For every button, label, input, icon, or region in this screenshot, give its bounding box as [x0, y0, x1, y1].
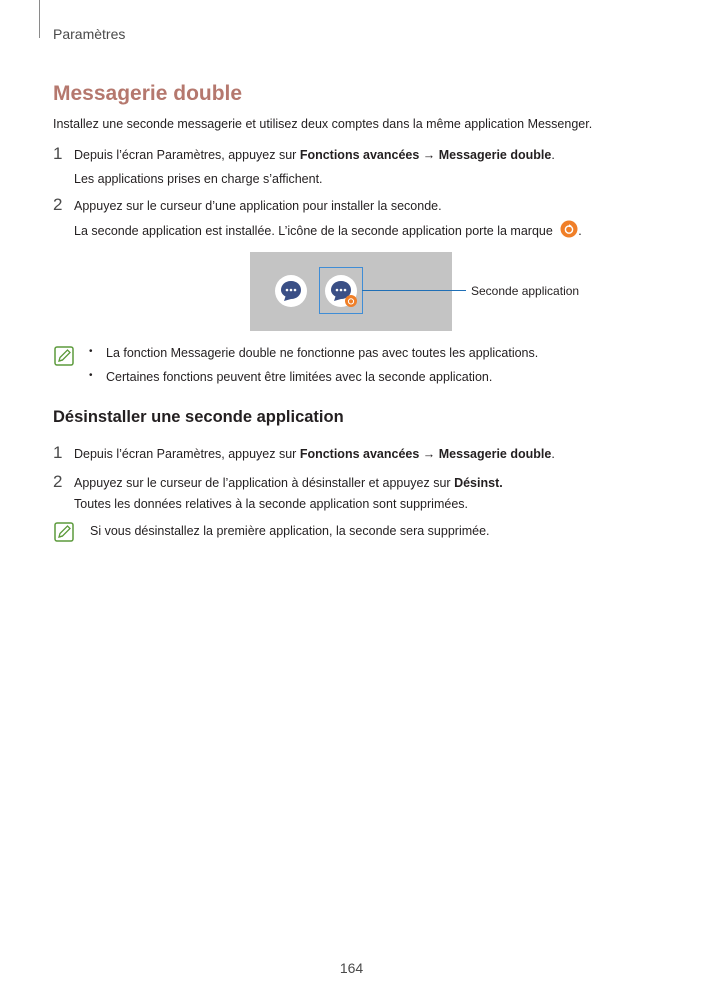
note-icon	[54, 346, 74, 366]
step-text: Depuis l’écran Paramètres, appuyez sur	[74, 447, 300, 461]
step-result-end: .	[578, 224, 582, 238]
note-icon	[54, 522, 74, 542]
intro-paragraph: Installez une seconde messagerie et utilisez deux comptes dans la même application Messenger.	[53, 117, 593, 131]
step-number: 2	[53, 472, 63, 491]
step-text: Appuyez sur le curseur de l’application à désinstaller et appuyez sur	[74, 476, 455, 490]
step-text: Depuis l’écran Paramètres, appuyez sur	[74, 148, 300, 162]
bullet: •	[89, 346, 93, 357]
section-heading: Désinstaller une seconde application	[53, 408, 344, 426]
menu-path-dual-messenger: Messagerie double	[438, 148, 552, 162]
install-step-2-result	[74, 220, 582, 238]
screenshot-figure	[250, 252, 452, 331]
arrow: →	[419, 148, 439, 162]
install-step-2: Appuyez sur le curseur d’une application pour installer la seconde.	[74, 199, 442, 213]
page-number: 164	[339, 960, 364, 976]
dual-app-badge-icon	[560, 220, 578, 238]
uninstall-note: Si vous désinstallez la première application, la seconde sera supprimée.	[90, 524, 490, 538]
uninstall-step-2-result: Toutes les données relatives à la seconde application sont supprimées.	[74, 497, 468, 511]
uninstall-step-2	[74, 476, 503, 490]
note-item: La fonction Messagerie double ne fonctionne pas avec toutes les applications.	[106, 346, 539, 360]
step-number: 1	[53, 144, 63, 163]
menu-path-advanced: Fonctions avancées	[299, 148, 420, 162]
callout-label: Seconde application	[471, 284, 580, 298]
uninstall-button-label: Désinst.	[454, 476, 503, 490]
callout-line	[362, 290, 466, 291]
step-text-end: .	[551, 447, 555, 461]
install-step-1	[74, 148, 555, 162]
bullet: •	[89, 370, 93, 381]
install-step-1-result: Les applications prises en charge s’affichent.	[74, 172, 323, 186]
arrow: →	[419, 447, 439, 461]
running-header: Paramètres	[53, 26, 126, 42]
step-number: 2	[53, 195, 63, 214]
messenger-icon	[274, 274, 308, 308]
step-result-text: La seconde application est installée. L’icône de la seconde application porte la marque	[74, 224, 557, 238]
step-text-end: .	[551, 148, 555, 162]
menu-path-dual-messenger: Messagerie double	[438, 447, 552, 461]
menu-path-advanced: Fonctions avancées	[299, 447, 420, 461]
uninstall-step-1	[74, 447, 555, 461]
step-number: 1	[53, 443, 63, 462]
header-rule	[39, 0, 40, 38]
note-item: Certaines fonctions peuvent être limitées avec la seconde application.	[106, 370, 493, 384]
page-title: Messagerie double	[53, 82, 243, 105]
messenger-icon	[324, 274, 358, 308]
